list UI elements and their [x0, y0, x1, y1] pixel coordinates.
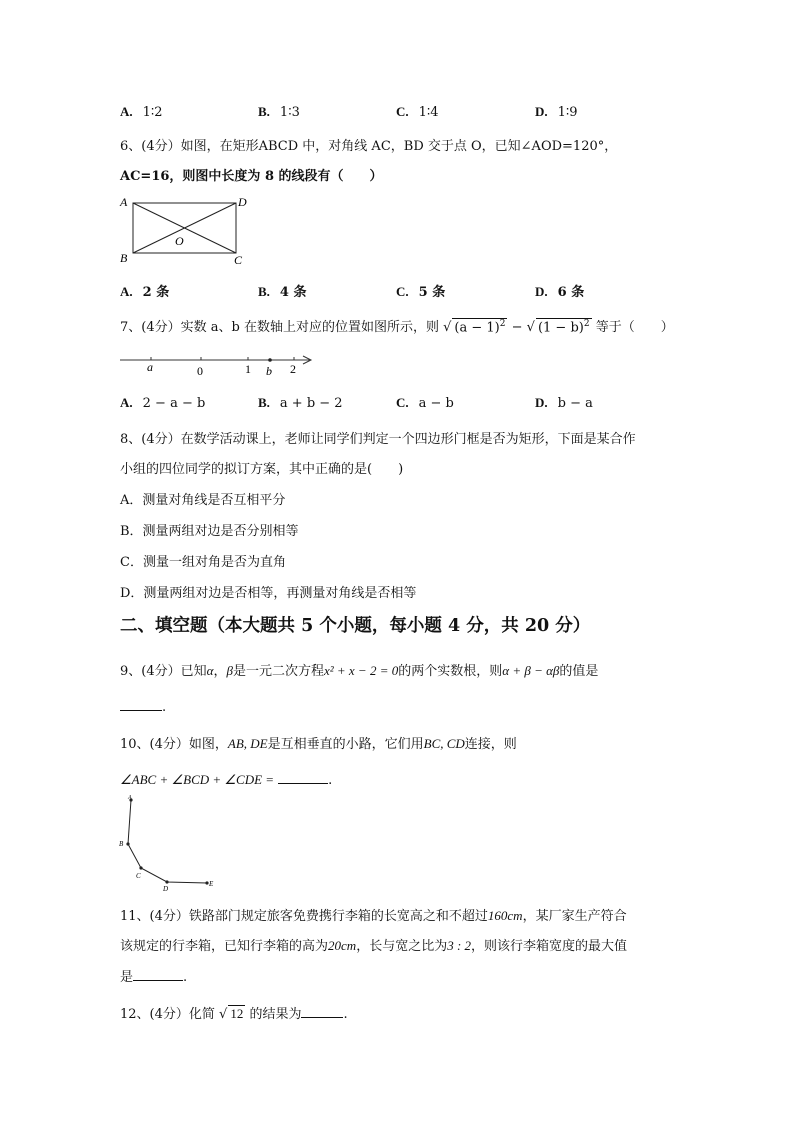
option-letter: B.: [258, 395, 270, 410]
q10-stem: [120, 733, 517, 752]
point-label-c: C: [136, 872, 141, 880]
q11-line2-suffix: ，则该行李箱宽度的最大值: [471, 939, 628, 954]
option-text: 1∶2: [142, 105, 163, 120]
option-text: 2 条: [142, 285, 170, 300]
option-text: 2 − a − b: [142, 396, 206, 411]
q7-radical-2: $(1 - b)^2$: [537, 318, 590, 335]
q7-minus: −: [511, 320, 523, 335]
option-letter: A.: [120, 104, 133, 119]
answer-blank[interactable]: [133, 968, 183, 981]
point-label-d: D: [163, 885, 169, 893]
q10-expression-line: [120, 771, 332, 788]
q11-line1-suffix: ，某厂家生产符合: [522, 909, 627, 924]
q9-prefix: 9、(4分）已知: [120, 664, 207, 679]
numberline-label-a: a: [147, 360, 153, 374]
q7-option-c: [396, 395, 454, 411]
q7-prefix: 7、(4分）实数 a、b 在数轴上对应的位置如图所示，则: [120, 320, 439, 335]
q11-height-value: 20cm: [328, 938, 357, 953]
option-letter: C.: [396, 395, 409, 410]
q7-expr1: (a − 1): [454, 320, 500, 335]
section-heading: 二、填空题（本大题共 5 个小题，每小题 4 分，共 20 分）: [120, 616, 591, 636]
option-letter: A.: [120, 395, 133, 410]
option-text: b − a: [557, 396, 593, 411]
q7-option-d: [535, 395, 593, 411]
q7-number-line: [118, 348, 318, 380]
option-letter: C.: [396, 104, 409, 119]
answer-blank[interactable]: [278, 771, 328, 784]
point-label-a: A: [128, 795, 132, 801]
q11-period: .: [183, 970, 188, 985]
q10-expression: ∠ABC + ∠BCD + ∠CDE =: [120, 772, 275, 787]
q10-bc-cd: BC, CD: [423, 736, 465, 751]
vertex-label-c: C: [234, 253, 243, 266]
q11-stem-line1: [120, 905, 627, 924]
q9-beta: β: [226, 663, 233, 678]
q10-mid: 是互相垂直的小路，它们用: [267, 737, 424, 752]
option-text: 1∶3: [279, 105, 300, 120]
q12-stem: [120, 1003, 348, 1022]
option-text: 1∶9: [557, 105, 578, 120]
q9-mid2: 的两个实数根，则: [398, 664, 503, 679]
option-text: 6 条: [557, 285, 585, 300]
vertex-label-a: A: [120, 195, 128, 209]
q7-option-b: [258, 395, 343, 411]
q8-option-b: B．测量两组对边是否分别相等: [120, 524, 299, 539]
q6-option-b: [258, 281, 307, 300]
q11-line3: 是: [120, 970, 134, 985]
q6-option-a: [120, 281, 169, 300]
option-letter: B.: [258, 284, 270, 299]
q7-radical-1: $(a - 1)^2$: [454, 318, 506, 335]
q9-alpha: α: [206, 663, 214, 678]
numberline-label-b: b: [266, 364, 272, 378]
q5-option-a: [120, 104, 163, 120]
vertex-label-d: D: [238, 195, 247, 209]
q9-equation: x² + x − 2 = 0: [323, 663, 399, 678]
q11-length-value: 160cm: [487, 908, 523, 923]
point-label-b: B: [119, 840, 124, 848]
q5-option-d: [535, 104, 578, 120]
option-text: 5 条: [418, 285, 446, 300]
numberline-label-1: 1: [245, 362, 251, 376]
q6-stem-line1: 6、(4分）如图，在矩形ABCD 中，对角线 AC，BD 交于点 O，已知∠AOD=120°，: [120, 139, 618, 154]
option-letter: D.: [535, 395, 548, 410]
q11-ratio: 3 : 2: [447, 938, 472, 953]
q11-stem-line2: [120, 935, 627, 954]
q8-option-a: A．测量对角线是否互相平分: [120, 493, 286, 508]
q8-stem-line2: 小组的四位同学的拟订方案，其中正确的是( ): [120, 462, 404, 477]
option-letter: D.: [535, 284, 548, 299]
q10-path-figure: [112, 792, 222, 894]
q10-ab-de: AB, DE: [227, 736, 268, 751]
q6-rectangle-figure: [115, 192, 255, 266]
vertex-label-b: B: [120, 251, 128, 265]
q9-suffix: 的值是: [559, 664, 599, 679]
q12-period: .: [343, 1007, 348, 1022]
option-letter: C.: [396, 284, 409, 299]
q8-option-c: C．测量一组对角是否为直角: [120, 555, 286, 570]
option-letter: D.: [535, 104, 548, 119]
q10-suffix: 连接，则: [464, 737, 517, 752]
answer-blank[interactable]: [120, 698, 162, 711]
numberline-label-2: 2: [290, 362, 296, 376]
q10-period: .: [328, 773, 333, 788]
numberline-label-0: 0: [197, 364, 203, 378]
q9-answer-line: [120, 698, 166, 715]
sqrt-symbol: √: [526, 320, 535, 335]
q6-option-c: [396, 281, 445, 300]
q7-option-a: [120, 395, 205, 411]
q11-line2-mid: ，长与宽之比为: [356, 939, 448, 954]
q6-stem-line2: AC=16，则图中长度为 8 的线段有（ ）: [120, 169, 383, 184]
sqrt-symbol: √: [443, 320, 452, 335]
q10-prefix: 10、(4分）如图，: [120, 737, 228, 752]
option-text: 1∶4: [418, 105, 439, 120]
answer-blank[interactable]: [301, 1005, 343, 1018]
q9-mid: 是一元二次方程: [232, 664, 324, 679]
q9-stem: [120, 660, 598, 679]
q11-line1-prefix: 11、(4分）铁路部门规定旅客免费携行李箱的长宽高之和不超过: [120, 909, 488, 924]
q7-stem: [120, 316, 674, 335]
option-letter: B.: [258, 104, 270, 119]
q12-prefix: 12、(4分）化简: [120, 1007, 215, 1022]
sqrt-symbol: √: [219, 1007, 228, 1022]
q11-stem-line3: [120, 966, 187, 985]
option-text: 4 条: [279, 285, 307, 300]
q9-comma: ，: [213, 664, 227, 679]
q8-stem-line1: 8、(4分）在数学活动课上，老师让同学们判定一个四边形门框是否为矩形，下面是某合作: [120, 432, 636, 447]
q11-line2-prefix: 该规定的行李箱，已知行李箱的高为: [120, 939, 329, 954]
center-label-o: O: [175, 234, 184, 248]
q7-suffix: 等于（ ）: [595, 320, 674, 335]
q5-option-b: [258, 104, 300, 120]
q12-suffix: 的结果为: [249, 1007, 302, 1022]
q8-option-d: D．测量两组对边是否相等，再测量对角线是否相等: [120, 586, 417, 601]
q9-expression: α + β − αβ: [502, 663, 560, 678]
q12-radicand: 12: [230, 1006, 244, 1021]
point-label-e: E: [209, 880, 214, 888]
q6-option-d: [535, 281, 584, 300]
option-text: a − b: [418, 396, 454, 411]
option-text: a + b − 2: [279, 396, 343, 411]
q5-option-c: [396, 104, 439, 120]
q9-period: .: [162, 700, 167, 715]
option-letter: A.: [120, 284, 133, 299]
q7-expr2: (1 − b): [537, 320, 584, 335]
